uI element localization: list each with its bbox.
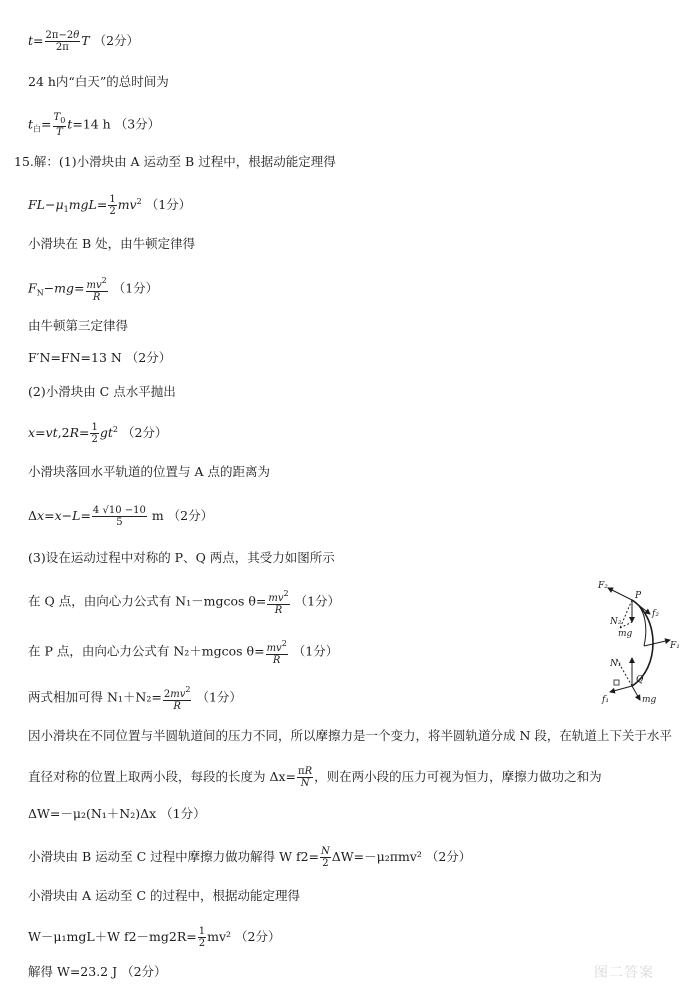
text-line: 由牛顿第三定律得 (28, 318, 129, 333)
score: （1分） (292, 643, 339, 659)
score: （1分） (196, 689, 242, 705)
eq-distance: Δx=x−L= $\frac{4 √10 -10}{5}$ m （2分） (28, 505, 214, 528)
text-line: (3)设在运动过程中对称的 P、Q 两点，其受力如图所示 (28, 550, 335, 565)
f1-arrow (644, 640, 670, 646)
label-Q: Q (636, 675, 644, 685)
eq-energy-2: W－μ₁mgL＋W f2－mg2R= $\frac{1}{2}$ mv² （2分） (28, 926, 281, 949)
label-N1: N₁ (610, 659, 622, 669)
label-F2: F₂ (598, 581, 608, 591)
score: （1分） (145, 197, 192, 212)
score: （1分） (112, 280, 159, 296)
score: （1分） (294, 593, 341, 609)
eq-work-sum: ΔW=－μ₂(N₁＋N₂)Δx （1分） (28, 806, 206, 821)
eq-newton: $F_N-mg=$ $\frac{mv^2}{R}$ （1分） (28, 276, 159, 303)
eq-sum: 两式相加可得 N₁＋N₂= $\frac{2mv^2}{R}$ （1分） (28, 685, 242, 712)
label-N2: N₂ (610, 617, 622, 627)
text-line: 因小滑块在不同位置与半圆轨道间的压力不同，所以摩擦力是一个变力，将半圆轨道分成 N 段，在轨道上下关于水平 (28, 728, 672, 743)
eq-q-point: 在 Q 点，由向心力公式有 N₁－mgcos θ= $\frac{mv^2}{R}$ （1分） (28, 589, 341, 616)
force-diagram (586, 578, 682, 706)
eq-third-law: F′N=FN=13 N （2分） (28, 350, 172, 365)
label-P: P (635, 591, 642, 601)
eq-p-point: 在 P 点，由向心力公式有 N₂＋mgcos θ= $\frac{mv^2}{R}$ （1分） (28, 639, 339, 666)
label-F1: F₁ (670, 641, 680, 651)
label-mg-bottom: mg (642, 695, 657, 705)
problem-15-heading: 15.解：(1)小滑块由 A 运动至 B 过程中，根据动能定理得 (14, 154, 336, 169)
score: （3分） (114, 116, 161, 132)
eq-t0: $t_白=$ $\frac{T_0}{T}$ t=14 h （3分） (28, 112, 161, 138)
mg-bottom-arrow (632, 686, 640, 700)
text-line: 小滑块落回水平轨道的位置与 A 点的距离为 (28, 464, 270, 479)
score: m （2分） (151, 508, 214, 523)
score: （2分） (93, 33, 140, 48)
label-f2: f₂ (652, 609, 659, 619)
label-mg-top: mg (618, 629, 633, 639)
eq-friction-work: 小滑块由 B 运动至 C 过程中摩擦力做功解得 W f2= $\frac{N}{2}$ ΔW=－μ₂πmv² （2分） (28, 846, 472, 869)
f2-arrow (608, 588, 632, 600)
text-line: 24 h内“白天”的总时间为 (28, 74, 169, 89)
text-line: (2)小滑块由 C 点水平抛出 (28, 384, 176, 399)
text-line: 小滑块在 B 处，由牛顿定律得 (28, 236, 196, 251)
eq-t: t= $\frac{2\pi-2\theta}{2\pi}$ T （2分） (28, 30, 140, 53)
eq-energy-1: $FL-\mu_1mgL=$ $\frac{1}{2}$ $mv^2$ （1分） (28, 194, 192, 217)
text-line: 小滑块由 A 运动至 C 的过程中，根据动能定理得 (28, 888, 300, 903)
friction1-arrow (610, 686, 632, 692)
eq-segment: 直径对称的位置上取两小段，每段的长度为 Δx= $\frac{\pi R}{N}$ ，则在两小段的压力可视为恒力，摩擦力做功之和为 (28, 766, 602, 789)
friction2-arrow (632, 600, 650, 614)
final-answer: 解得 W=23.2 J （2分） (28, 964, 167, 979)
label-f1: f₁ (602, 695, 609, 705)
score: （2分） (121, 425, 168, 440)
eq-projectile: x=vt,2R= $\frac{1}{2}$ $gt^2$ （2分） (28, 422, 168, 445)
watermark: 图二答案 (594, 965, 654, 981)
